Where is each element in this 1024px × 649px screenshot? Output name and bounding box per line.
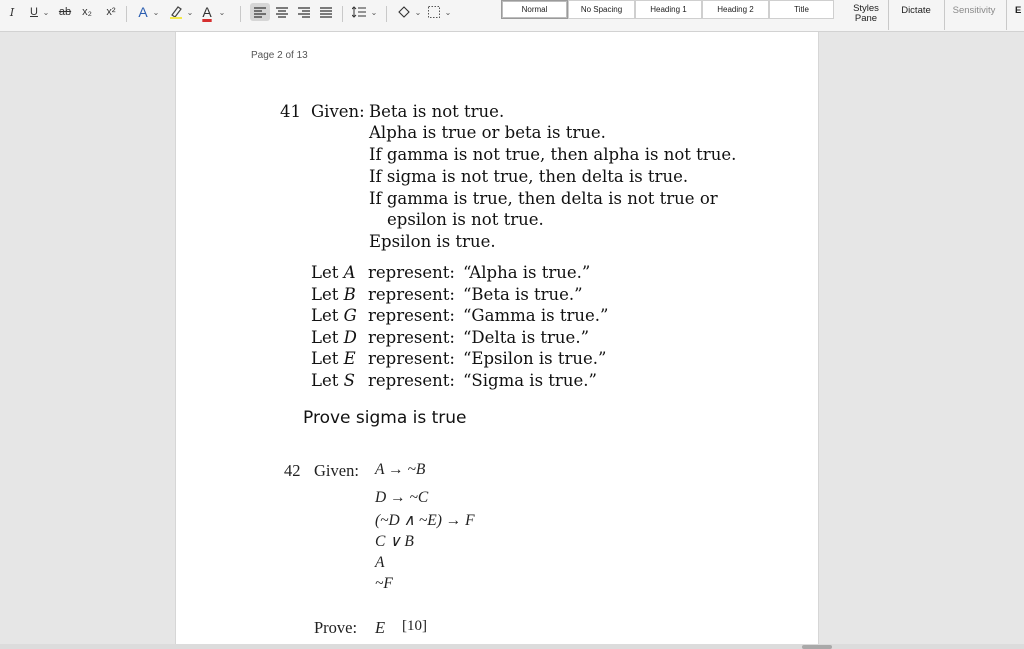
rep-row xyxy=(311,285,356,304)
q42-number: 42 xyxy=(284,461,301,480)
style-no-spacing[interactable]: No Spacing xyxy=(568,0,635,19)
divider xyxy=(240,6,241,22)
represent-word: represent: xyxy=(368,328,455,347)
shading-icon[interactable] xyxy=(396,3,412,21)
let-word: Let xyxy=(311,371,339,390)
q42-premise: (~D ∧ ~E) → F xyxy=(375,512,475,529)
q42-premise: D → ~C xyxy=(375,489,429,506)
highlight-icon[interactable] xyxy=(168,3,184,21)
q41-given-line: epsilon is not true. xyxy=(387,210,544,229)
divider xyxy=(1006,0,1007,30)
q42-given-label: Given: xyxy=(314,461,359,480)
let-word: Let xyxy=(311,306,339,325)
styles-pane-label-2: Pane xyxy=(854,13,878,24)
editor-button[interactable]: E xyxy=(1015,5,1022,16)
q41-number: 41 xyxy=(280,102,301,121)
q41-given-line: Alpha is true or beta is true. xyxy=(369,123,606,142)
text-effects-chevron-icon[interactable]: ⌄ xyxy=(152,7,160,17)
style-heading-1[interactable]: Heading 1 xyxy=(635,0,702,19)
style-heading-2[interactable]: Heading 2 xyxy=(702,0,769,19)
rep-meaning: “Epsilon is true.” xyxy=(463,349,607,368)
q41-given-line: If gamma is true, then delta is not true or xyxy=(369,189,718,208)
document-page[interactable] xyxy=(175,32,819,649)
divider xyxy=(888,0,889,30)
let-word: Let xyxy=(311,328,339,347)
dictate-button[interactable]: Dictate xyxy=(901,5,931,16)
subscript-button[interactable]: x₂ xyxy=(82,6,92,18)
let-word: Let xyxy=(311,285,339,304)
represent-word: represent: xyxy=(368,306,455,325)
represent-word: represent: xyxy=(368,263,455,282)
ribbon-toolbar xyxy=(0,0,1024,32)
underline-chevron-icon[interactable]: ⌄ xyxy=(42,7,50,17)
underline-button[interactable]: U xyxy=(30,6,38,18)
shading-chevron-icon[interactable]: ⌄ xyxy=(414,7,422,17)
styles-pane-label-1: Styles xyxy=(853,3,879,14)
q42-prove-label: Prove: xyxy=(314,618,358,637)
superscript-button[interactable]: x² xyxy=(106,6,116,18)
divider xyxy=(386,6,387,22)
italic-button[interactable]: I xyxy=(9,5,15,19)
let-word: Let xyxy=(311,349,339,368)
style-normal[interactable]: Normal xyxy=(501,0,568,19)
rep-meaning: “Sigma is true.” xyxy=(463,371,597,390)
text-effects-button[interactable]: A xyxy=(138,4,148,20)
divider xyxy=(126,6,127,22)
divider xyxy=(342,6,343,22)
rep-row xyxy=(311,371,355,390)
q42-premise: A → ~B xyxy=(375,461,426,478)
q41-given-line: If gamma is not true, then alpha is not true. xyxy=(369,145,737,164)
q41-given-line: If sigma is not true, then delta is true. xyxy=(369,167,689,186)
style-title[interactable]: Title xyxy=(769,0,834,19)
rep-var: G xyxy=(343,306,357,325)
styles-pane-button[interactable] xyxy=(848,4,884,24)
rep-meaning: “Alpha is true.” xyxy=(463,263,591,282)
rep-row xyxy=(311,349,356,368)
justify-icon[interactable] xyxy=(318,3,334,21)
rep-var: A xyxy=(343,263,356,282)
highlight-chevron-icon[interactable]: ⌄ xyxy=(186,7,194,17)
strikethrough-button[interactable]: ab xyxy=(58,6,72,18)
align-center-icon[interactable] xyxy=(274,3,290,21)
rep-meaning: “Gamma is true.” xyxy=(463,306,609,325)
rep-meaning: “Beta is true.” xyxy=(463,285,583,304)
q42-prove-var: E xyxy=(375,618,386,637)
rep-var: D xyxy=(343,328,357,347)
q42-premise: C ∨ B xyxy=(375,533,414,550)
page-indicator: Page 2 of 13 xyxy=(251,50,308,61)
borders-icon[interactable] xyxy=(426,3,442,21)
rep-row xyxy=(311,328,357,347)
q41-prove-statement: Prove sigma is true xyxy=(303,408,467,428)
q42-points: [10] xyxy=(402,618,427,634)
rep-row xyxy=(311,306,357,325)
let-word: Let xyxy=(311,263,339,282)
rep-var: B xyxy=(343,285,356,304)
font-color-chevron-icon[interactable]: ⌄ xyxy=(218,7,226,17)
font-color-button[interactable]: A xyxy=(202,4,212,20)
scrollbar-thumb[interactable] xyxy=(802,645,832,649)
q42-premise: ~F xyxy=(375,575,393,592)
align-left-icon[interactable] xyxy=(250,3,270,21)
q41-given-line: Epsilon is true. xyxy=(369,232,496,251)
rep-meaning: “Delta is true.” xyxy=(463,328,589,347)
q42-premise: A xyxy=(375,554,385,571)
represent-word: represent: xyxy=(368,349,455,368)
divider xyxy=(944,0,945,30)
rep-row xyxy=(311,263,356,282)
align-right-icon[interactable] xyxy=(296,3,312,21)
line-spacing-chevron-icon[interactable]: ⌄ xyxy=(370,7,378,17)
q41-given-line: Beta is not true. xyxy=(369,102,505,121)
represent-word: represent: xyxy=(368,285,455,304)
line-spacing-icon[interactable] xyxy=(350,3,368,21)
rep-var: S xyxy=(343,371,355,390)
horizontal-scrollbar[interactable] xyxy=(0,644,1024,649)
represent-word: represent: xyxy=(368,371,455,390)
rep-var: E xyxy=(343,349,356,368)
sensitivity-button[interactable]: Sensitivity xyxy=(952,5,996,16)
borders-chevron-icon[interactable]: ⌄ xyxy=(444,7,452,17)
q41-given-label: Given: xyxy=(311,102,365,121)
